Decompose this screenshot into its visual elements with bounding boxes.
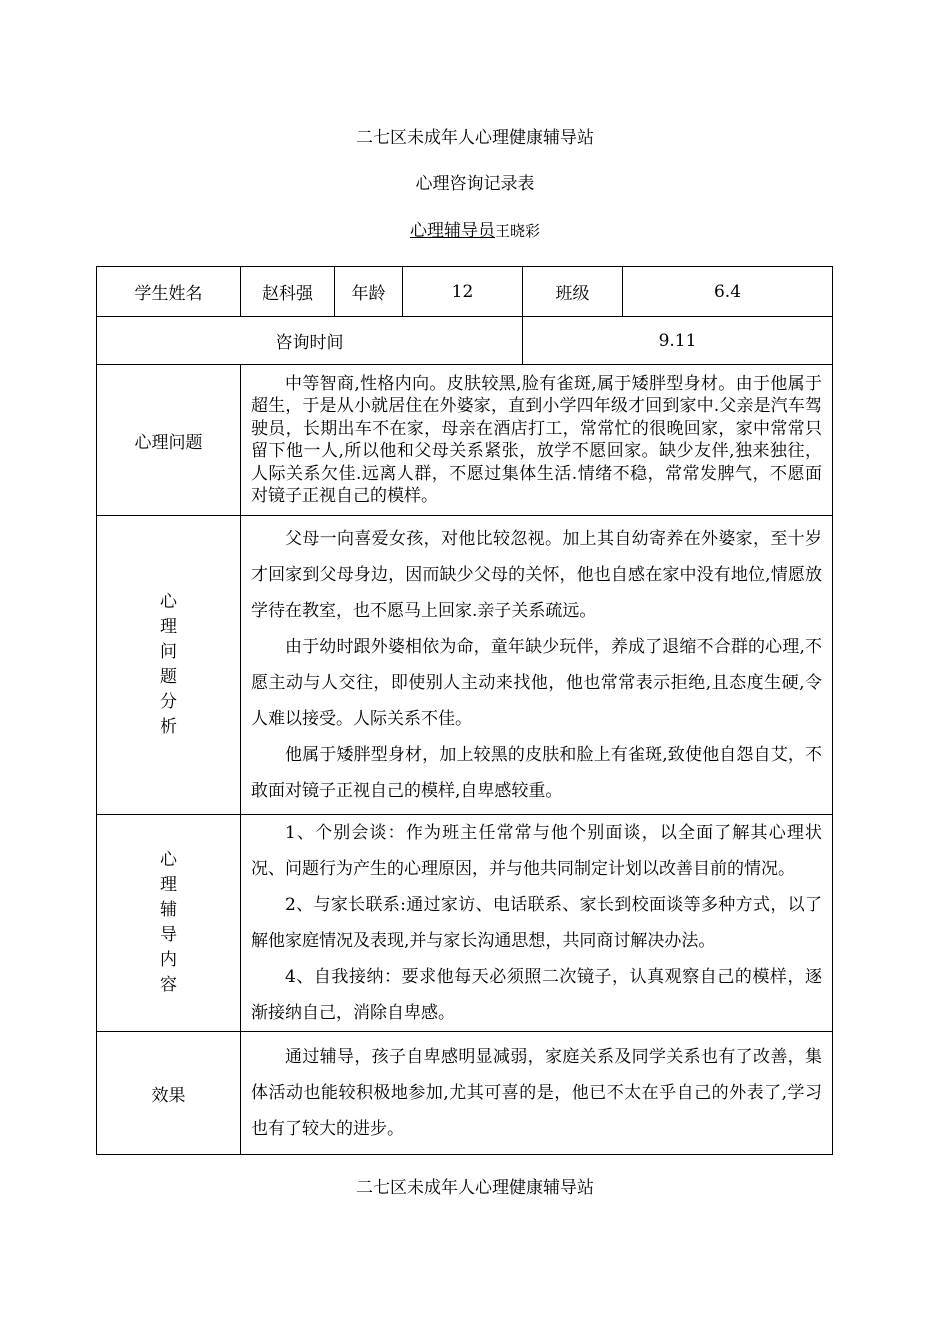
counsel-paragraph: 2、与家长联系:通过家访、电话联系、家长到校面谈等多种方式，以了解他家庭情况及表现,并与家长沟通思想，共同商讨解决办法。 (251, 895, 822, 951)
consultation-record-table (96, 266, 833, 1155)
effect-text: 通过辅导，孩子自卑感明显减弱，家庭关系及同学关系也有了改善，集体活动也能较积极地参加,尤其可喜的是，他已不太在乎自己的外表了,学习也有了较大的进步。 (251, 1047, 822, 1139)
problem-label: 心理问题 (97, 365, 241, 516)
analysis-cell (241, 516, 833, 815)
counsel-label-char: 导 (160, 925, 177, 945)
analysis-paragraph: 由于幼时跟外婆相依为命，童年缺少玩伴，养成了退缩不合群的心理,不愿主动与人交往，即使别人主动来找他，他也常常表示拒绝,且态度生硬,令人难以接受。人际关系不佳。 (251, 637, 822, 729)
effect-row (97, 1032, 833, 1155)
student-name-value: 赵科强 (241, 267, 335, 317)
counselor-name: 王晓彩 (494, 222, 540, 240)
counsel-label-char: 容 (160, 975, 177, 995)
station-title: 二七区未成年人心理健康辅导站 (356, 128, 594, 148)
class-value: 6.4 (623, 267, 833, 317)
counsel-row (97, 815, 833, 1032)
counselor-line (0, 220, 950, 242)
consult-time-value: 9.11 (523, 317, 833, 365)
footer-station-title: 二七区未成年人心理健康辅导站 (356, 1178, 594, 1198)
analysis-label-char: 析 (160, 717, 177, 737)
counsel-paragraph: 4、自我接纳：要求他每天必须照二次镜子，认真观察自己的模样，逐渐接纳自己，消除自卑感。 (251, 967, 822, 1023)
counsel-cell (241, 815, 833, 1032)
counsel-paragraph: 1、个别会谈：作为班主任常常与他个别面谈，以全面了解其心理状况、问题行为产生的心理原因，并与他共同制定计划以改善目前的情况。 (251, 823, 822, 879)
problem-cell (241, 365, 833, 516)
analysis-paragraph: 父母一向喜爱女孩，对他比较忽视。加上其自幼寄养在外婆家，至十岁才回家到父母身边，因而缺少父母的关怀，他也自感在家中没有地位,情愿放学待在教室，也不愿马上回家.亲子关系疏远。 (251, 529, 822, 621)
analysis-label-char: 理 (160, 617, 177, 637)
analysis-row (97, 516, 833, 815)
analysis-paragraph: 他属于矮胖型身材，加上较黑的皮肤和脸上有雀斑,致使他自怨自艾，不敢面对镜子正视自己的模样,自卑感较重。 (251, 745, 822, 801)
counsel-label-char: 理 (160, 875, 177, 895)
age-value: 12 (403, 267, 523, 317)
counsel-label (97, 815, 241, 1032)
student-info-row (97, 267, 833, 317)
analysis-label-char: 问 (160, 642, 177, 662)
consult-time-row (97, 317, 833, 365)
form-title: 心理咨询记录表 (415, 174, 535, 194)
counsel-label-char: 心 (160, 850, 177, 870)
effect-cell (241, 1032, 833, 1155)
effect-label: 效果 (97, 1032, 241, 1155)
age-label: 年龄 (335, 267, 403, 317)
counselor-label: 心理辅导员 (409, 221, 495, 241)
problem-row (97, 365, 833, 516)
analysis-label-char: 题 (160, 667, 177, 687)
counsel-label-char: 内 (160, 950, 177, 970)
analysis-label-char: 分 (160, 692, 177, 712)
counsel-label-char: 辅 (160, 900, 177, 920)
problem-text: 中等智商,性格内向。皮肤较黑,脸有雀斑,属于矮胖型身材。由于他属于超生，于是从小就居住在外婆家，直到小学四年级才回到家中.父亲是汽车驾驶员，长期出车不在家，母亲在酒店打工，常常忙的很晚回家，家中常常只留下他一人,所以他和父母关系紧张，放学不愿回家。缺少友伴,独来独往，人际关系欠佳.远离人群，不愿过集体生活.情绪不稳，常常发脾气，不愿面对镜子正视自己的模样。 (251, 373, 822, 506)
analysis-label (97, 516, 241, 815)
analysis-label-char: 心 (160, 592, 177, 612)
student-name-label: 学生姓名 (97, 267, 241, 317)
consult-time-label: 咨询时间 (97, 317, 523, 365)
class-label: 班级 (523, 267, 623, 317)
